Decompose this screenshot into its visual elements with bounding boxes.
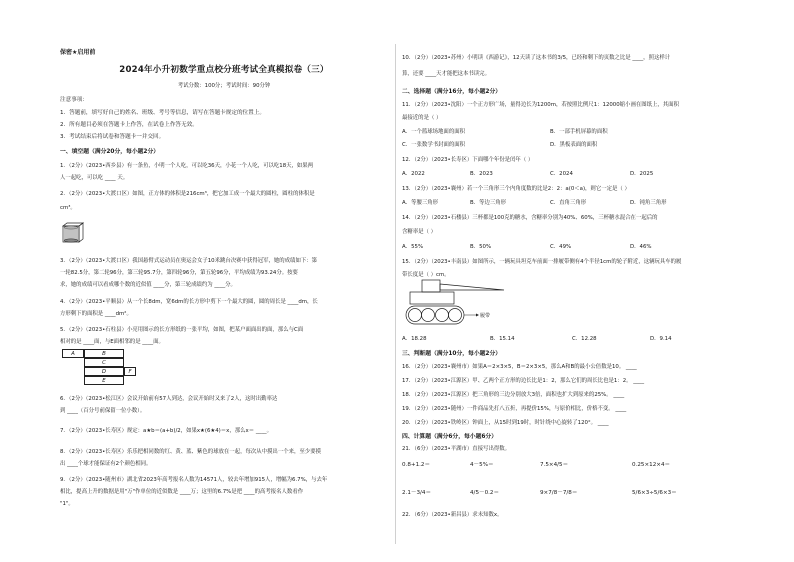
- q13-option-c: C．直角三角形: [550, 200, 587, 206]
- section-choice: 二、选择题（满分16分，每小题2分）: [402, 89, 502, 95]
- q14-option-b: B．50%: [470, 244, 492, 250]
- q6-line2: 到 ____（百分号前保留一位小数）。: [60, 408, 146, 414]
- q12-option-b: B．2023: [470, 171, 493, 177]
- notice-1: 1．答题前，填写好自己的姓名、班级、考号等信息，请写在答题卡规定的位置上。: [60, 110, 265, 116]
- q15-option-d: D．9.14: [650, 336, 672, 342]
- section-judge: 三、判断题（满分10分，每小题2分）: [402, 351, 502, 357]
- q6-line1: 6．（2分）（2023•松江区）会议开始前有57人到达，会议开始时又来了2人，这时出勤率达: [60, 396, 278, 402]
- calc-1-4: 0.25×12×4＝: [632, 462, 671, 468]
- q15-option-a: A．18.28: [402, 336, 427, 342]
- q14-option-c: C．49%: [550, 244, 572, 250]
- notice-2: 2．所有题目必须在答题卡上作答，在试卷上作答无效。: [60, 122, 198, 128]
- net-cell-e: E: [84, 376, 124, 385]
- q15-line1: 15．（2分）（2023•丰南县）如图所示，一辆玩具坦克车前面一排履带侧有4个半径1cm的轮子附近，这辆玩具车的履: [402, 259, 682, 265]
- net-cell-a: A: [62, 349, 84, 358]
- q14-option-d: D．46%: [630, 244, 652, 250]
- exam-title: 2024年小升初数学重点校分班考试全真模拟卷（三）: [119, 65, 329, 75]
- q10-line2: 算，还要 ____天才能把这本书读完。: [402, 71, 490, 77]
- q7-line1: 7．（2分）（2023•长寿区）规定：a★b＝(a+b)/2，如果x★(6★4)＝x，那么x＝ ____。: [60, 428, 272, 434]
- q12-option-a: A．2022: [402, 171, 425, 177]
- net-cell-b: B: [84, 349, 124, 358]
- q13-option-b: B．等边三角形: [470, 200, 507, 206]
- q10-line1: 10．（2分）（2023•苏州）小明读《西游记》，12天读了这本书的3/5，已经和剩下的页数之比是 ____，照这样计: [402, 55, 671, 61]
- notice-title: 注意事项：: [60, 97, 88, 103]
- calc-1-1: 0.8+1.2＝: [402, 462, 431, 468]
- calc-2-1: 2.1－3/4＝: [402, 490, 432, 496]
- tank-track-label: 履带: [480, 313, 491, 319]
- q9-line2: 相比，提高上升的数据是用"万"作单位的近似数是 ____万；这里的6.7%是把 ____的高考报名人数看作: [60, 489, 304, 495]
- q5-line1: 5．（2分）（2023•石柱县）小亮用图示的长方形纸的一张平均，如图，把某户面面出的面，那么与C面: [60, 327, 304, 333]
- notice-3: 3．考试结束后将试卷和答题卡一并交回。: [60, 134, 165, 140]
- q12-text: 12．（2分）（2023•长寿区）下面哪个年份是闰年（ ）: [402, 157, 534, 163]
- q4-line2: 方形剩下的面积是 ____dm²。: [60, 311, 132, 317]
- section-calc: 四、计算题（满分6分，每小题6分）: [402, 434, 498, 440]
- q21-text: 21．（6分）（2023•平湖市）直接写出得数。: [402, 446, 511, 452]
- q15-option-c: C．12.28: [572, 336, 597, 342]
- calc-1-3: 7.5×4/5＝: [540, 462, 569, 468]
- q11-option-d: D．黑板表面的面积: [550, 142, 598, 148]
- q11-line2: 最接近的是（ ）: [402, 115, 442, 121]
- q14-line1: 14．（2分）（2023•石楼县）三杯都是100克的糖水，含糖率分别为40%、60%，三杯糖水混合在一起后的: [402, 215, 658, 221]
- q15-option-b: B．15.14: [490, 336, 515, 342]
- q11-line1: 11．（2分）（2023•沈阳）一个正方形广场，量得边长为1200m，若按照比例尺1：12000缩小画在图纸上，其面积: [402, 102, 679, 108]
- exam-subtitle: 考试分数：100分；考试时间：90分钟: [177, 83, 271, 89]
- calc-1-2: 4－5%＝: [470, 462, 494, 468]
- q9-line3: "1"。: [60, 501, 74, 507]
- q3-line3: 求，她的成绩可以看成哪个数的近似值 ____分，第三轮成绩约为 ____分。: [60, 282, 236, 288]
- calc-2-2: 4/5－0.2＝: [470, 490, 500, 496]
- cube-cylinder-figure: [62, 222, 84, 244]
- q3-line2: 一轮82.5分，第二轮96分，第三轮95.7分，第四轮96分，第五轮96分，平均成绩为93.24分。按要: [60, 270, 298, 276]
- section-fill-in: 一、填空题（满分20分，每小题2分）: [60, 149, 160, 155]
- q3-line1: 3．（2分）（2023•大渡口区）我国悬臂式运动员在奥运会女子10米跳台决赛中获得冠军，她的成绩如下：第: [60, 258, 318, 264]
- toy-tank-figure: [404, 276, 514, 328]
- q2-line2: cm³。: [60, 205, 76, 211]
- q17-text: 17．（2分）（2023•江源区）甲、乙两个正方形的边长比是1：2，那么它们的周长比也是1：2。 ____: [402, 378, 645, 384]
- q1-line1: 1．（2分）（2023•西乡县）有一条鱼，小明一个人吃，可以吃36天，小花一个人吃，可以吃18天，如果两: [60, 163, 314, 169]
- calc-2-3: 9×7/8－7/8＝: [540, 490, 578, 496]
- q8-line1: 8．（2分）（2023•长寿区）乐乐把相同数的红、黄、蓝、紫色的球放在一起，每次从中摸出一个来，至少要摸: [60, 449, 321, 455]
- q15-line2: 带长度是（ ）cm。: [402, 272, 450, 278]
- q13-option-a: A．等腰三角形: [402, 200, 439, 206]
- q18-text: 18．（2分）（2023•江源区）把三角形的三边分别放大3倍，面积也扩大到原来的25%。 ____: [402, 392, 625, 398]
- q11-option-a: A．一个篮球场地面的面积: [402, 129, 465, 135]
- q12-option-d: D．2025: [630, 171, 654, 177]
- q16-text: 16．（2分）（2023•襄州市）如果A＝2×3×5，B＝2×3×5，那么A和B的最小公倍数是10。 ____: [402, 364, 637, 370]
- q9-line1: 9．（2分）（2023•随州市）湖北省2023年高考报名人数为14571人，较去年增加915人，增幅为6.7%，与去年: [60, 477, 328, 483]
- q8-line2: 出 ____个球才能保证有2个颜色相同。: [60, 461, 152, 467]
- q22-text: 22．（6分）（2023•新昌县）求未知数x。: [402, 512, 503, 518]
- net-cell-c: C: [84, 358, 124, 367]
- q13-text: 13．（2分）（2023•襄州）若一个三角形三个内角度数的比是2：2：a(0＜a)，则它一定是（ ）: [402, 186, 630, 192]
- q4-line1: 4．（2分）（2023•平顺县）从一个长8dm，宽6dm的长方形中剪下一个最大的圆，圆的周长是 ____dm，长: [60, 299, 318, 305]
- q5-line2: 相对的是 ____面，与E面相邻的是 ____面。: [60, 339, 164, 345]
- net-cell-d: D: [84, 367, 124, 376]
- calc-2-4: 5/6×3÷5/6×3＝: [632, 490, 677, 496]
- q20-text: 20．（2分）（2023•铁岭区）钟面上，从15时到19时，时针绕中心旋转了120°。 ____: [402, 420, 609, 426]
- q19-text: 19．（2分）（2023•随州）一件商品先打八五折，再提价15%，与原价相比，价格不变。 ____: [402, 406, 627, 412]
- q14-option-a: A．55%: [402, 244, 424, 250]
- q12-option-c: C．2024: [550, 171, 573, 177]
- q14-line2: 含糖率是（ ）: [402, 229, 437, 235]
- q1-line2: 人一起吃，可以吃 ____ 天。: [60, 175, 129, 181]
- net-cell-f: F: [124, 367, 136, 376]
- q11-option-c: C．一张数学书封面的面积: [402, 142, 466, 148]
- q2-line1: 2．（2分）（2023•大渡口区）如图，正方体的体积是216cm³，把它加工成一个最大的圆柱，圆柱的体积是: [60, 191, 315, 197]
- column-divider: [395, 44, 396, 544]
- confidential-label: 保密★启用前: [60, 49, 96, 56]
- q11-option-b: B．一部手机屏幕的面积: [550, 129, 608, 135]
- q13-option-d: D．钝角三角形: [630, 200, 667, 206]
